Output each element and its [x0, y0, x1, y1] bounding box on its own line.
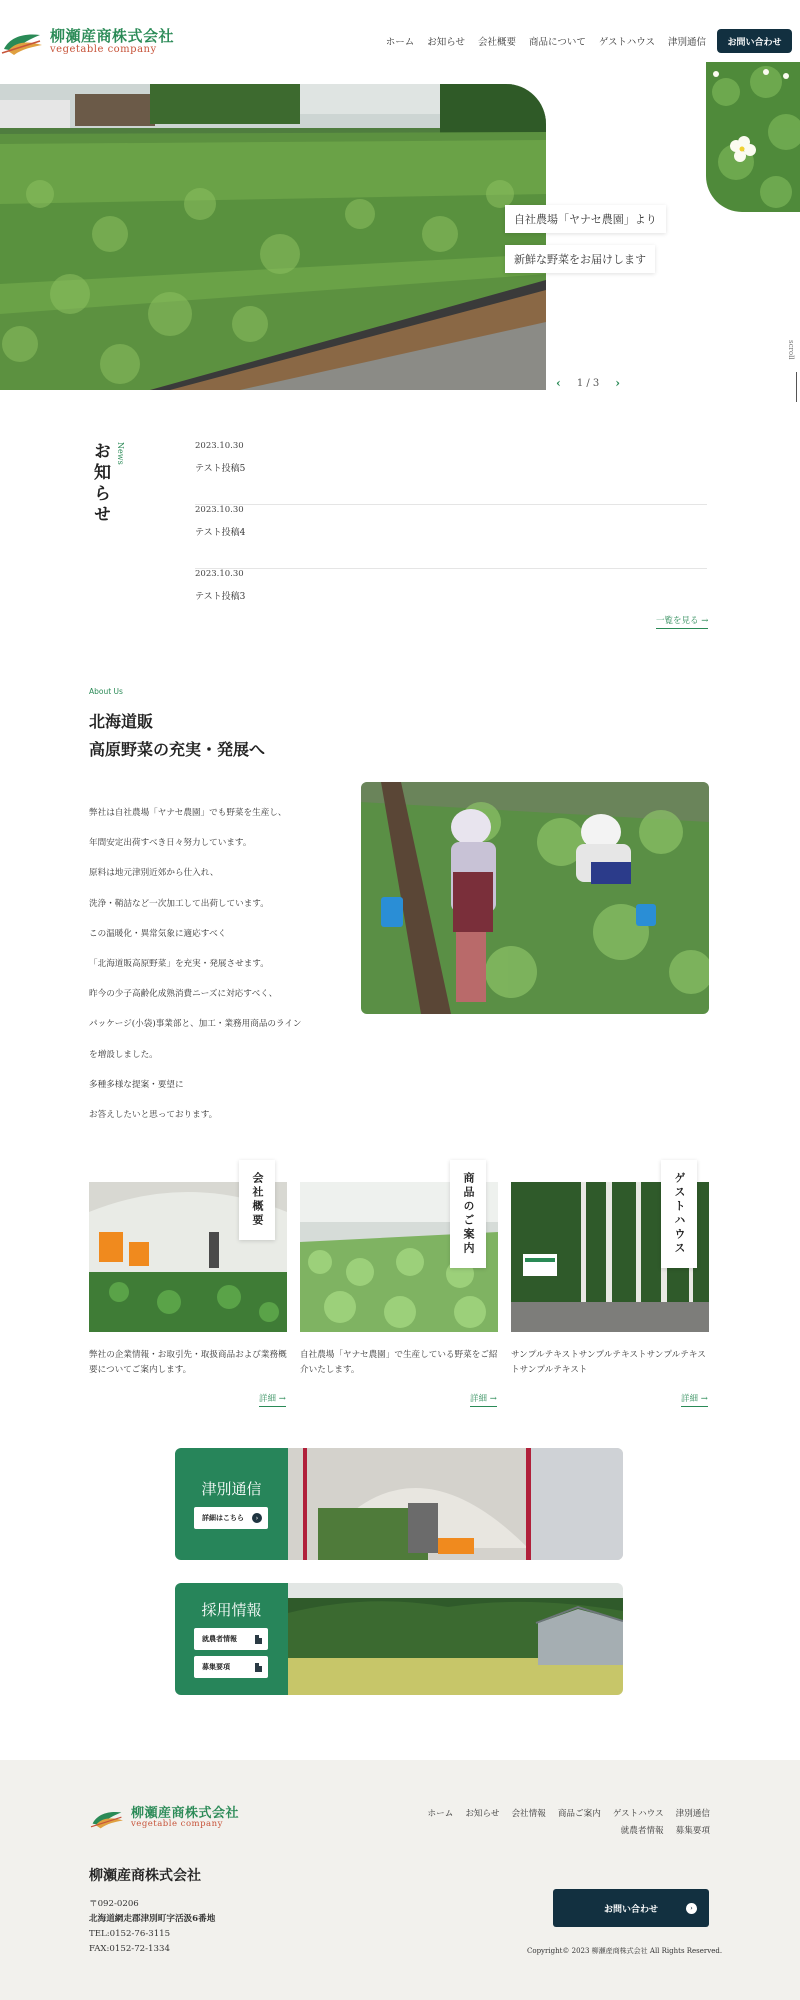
about-line: 年間安定出荷すべき日々努力しています。 [89, 838, 252, 849]
card-guesthouse-tag: ゲストハウス [661, 1160, 697, 1268]
potato-flower-illustration [706, 62, 800, 212]
nav-guesthouse[interactable]: ゲストハウス [598, 37, 655, 48]
nav-home[interactable]: ホーム [385, 37, 415, 48]
greenhouse-interior-illustration [288, 1448, 623, 1560]
about-line: この温暖化・異常気象に適応すべく [89, 928, 227, 939]
card-products-tag: 商品のご案内 [450, 1160, 486, 1268]
about-heading-line1: 北海道販 [89, 712, 154, 731]
hero-side-image [706, 62, 800, 212]
leaf-logo-icon [89, 1806, 125, 1830]
footer-nav-home[interactable]: ホーム [427, 1809, 454, 1819]
hero-field-illustration [0, 84, 546, 390]
footer-street: 北海道網走郡津別町字活汲6番地 [89, 1914, 216, 1925]
tsubetsu-panel [175, 1448, 288, 1560]
news-more-link[interactable]: 一覧を見る → [656, 614, 708, 629]
recruit-requirements-button[interactable] [194, 1656, 268, 1678]
recruit-requirements-label: 募集要項 [202, 1662, 230, 1671]
about-line: 「北海道販高原野菜」を充実・発展させます。 [89, 959, 269, 970]
card-products-more[interactable]: 詳細 → [470, 1392, 497, 1407]
tsubetsu-detail-button[interactable] [194, 1507, 268, 1529]
footer-logo-japanese: 柳瀬産商株式会社 [131, 1805, 240, 1821]
tsubetsu-banner[interactable] [175, 1448, 623, 1560]
nav-company[interactable]: 会社概要 [478, 37, 517, 48]
footer-nav-company[interactable]: 会社情報 [511, 1809, 546, 1819]
prev-arrow-icon[interactable]: ‹ [556, 376, 561, 390]
about-heading [89, 708, 265, 764]
card-guesthouse-more[interactable]: 詳細 → [681, 1392, 708, 1407]
about-heading-line2: 高原野菜の充実・発展へ [89, 740, 266, 759]
card-company-tag: 会社概要 [239, 1160, 275, 1240]
header-contact-button[interactable]: お問い合わせ [717, 29, 792, 53]
news-item[interactable] [195, 441, 707, 505]
card-company-more[interactable]: 詳細 → [259, 1392, 286, 1407]
hero-caption-1: 自社農場「ヤナセ農園」より [505, 205, 666, 233]
news-date: 2023.10.30 [195, 505, 244, 515]
recruit-banner[interactable] [175, 1583, 623, 1695]
hero-pager [556, 376, 620, 390]
hero-caption-2: 新鮮な野菜をお届けします [505, 245, 655, 273]
tsubetsu-detail-label: 詳細はこちら [202, 1513, 244, 1522]
about-line: 原料は地元津別近郊から仕入れ、 [89, 868, 219, 879]
footer-logo[interactable] [89, 1806, 239, 1830]
site-logo[interactable] [0, 22, 190, 62]
about-photo [361, 782, 709, 1014]
news-date: 2023.10.30 [195, 441, 244, 451]
footer-nav-news[interactable]: お知らせ [465, 1809, 500, 1819]
news-item[interactable] [195, 505, 707, 569]
footer-company-name: 柳瀬産商株式会社 [89, 1868, 201, 1884]
card-company-text: 弊社の企業情報・お取引先・取扱商品および業務概要についてご案内します。 [89, 1350, 287, 1376]
logo-english: vegetable company [50, 43, 157, 55]
nav-tsubetsu[interactable]: 津別通信 [667, 37, 706, 48]
document-icon [255, 1663, 262, 1672]
about-line: を増設しました。 [89, 1049, 158, 1060]
main-nav [386, 34, 706, 48]
news-date: 2023.10.30 [195, 569, 244, 579]
footer-logo-english: vegetable company [131, 1819, 223, 1830]
footer-nav-farmer-info[interactable]: 就農者情報 [620, 1825, 664, 1836]
recruit-farmer-info-label: 就農者情報 [202, 1634, 237, 1643]
scroll-indicator-line [796, 372, 797, 402]
footer-nav-guesthouse[interactable]: ゲストハウス [612, 1809, 664, 1819]
footer-address [89, 1897, 215, 1957]
about-text [89, 798, 334, 1130]
footer-copyright: Copyright© 2023 柳瀬産商株式会社 All Rights Reserved. [527, 1947, 723, 1955]
about-line: 弊社は自社農場「ヤナセ農園」でも野菜を生産し、 [89, 808, 287, 818]
arrow-circle-icon: › [252, 1513, 262, 1523]
news-item[interactable] [195, 569, 707, 633]
nav-products[interactable]: 商品について [529, 37, 586, 48]
farm-workers-illustration [361, 782, 709, 1014]
pager-count: 1 / 3 [576, 377, 600, 389]
card-guesthouse-text: サンプルテキストサンプルテキストサンプルテキストサンプルテキスト [511, 1350, 706, 1376]
logo-japanese: 柳瀬産商株式会社 [50, 26, 175, 45]
footer-tel: TEL:0152-76-3115 [89, 1929, 171, 1940]
field-barn-illustration [288, 1583, 623, 1695]
recruit-farmer-info-button[interactable] [194, 1628, 268, 1650]
arrow-circle-icon: › [686, 1903, 697, 1914]
footer-nav-tsubetsu[interactable]: 津別通信 [675, 1809, 710, 1819]
footer-contact-button[interactable] [553, 1889, 709, 1927]
footer-contact-label: お問い合わせ [603, 1904, 658, 1915]
about-line: 昨今の少子高齢化成熟消費ニーズに対応すべく、 [89, 989, 278, 1000]
footer-zip: 〒092-0206 [89, 1899, 139, 1909]
footer-nav-products[interactable]: 商品ご案内 [557, 1809, 601, 1819]
about-line: お答えしたいと思っております。 [89, 1110, 218, 1121]
document-icon [255, 1635, 262, 1644]
tsubetsu-title: 津別通信 [201, 1480, 262, 1498]
footer-nav-requirements[interactable]: 募集要項 [675, 1825, 710, 1836]
recruit-title: 採用情報 [201, 1601, 262, 1619]
scroll-indicator-label: scroll [787, 340, 795, 360]
footer-fax: FAX:0152-72-1334 [89, 1944, 170, 1955]
about-line: 洗浄・鞘詰など一次加工して出荷しています。 [89, 898, 269, 909]
news-section-subtitle: News [116, 442, 125, 465]
news-title[interactable]: テスト投稿3 [195, 592, 246, 602]
recruit-panel [175, 1583, 288, 1695]
leaf-logo-icon [0, 27, 44, 57]
nav-news[interactable]: お知らせ [427, 37, 465, 48]
about-line: 多種多様な提案・要望に [89, 1079, 184, 1090]
about-line: パッケージ(小袋)事業部と、加工・業務用商品のライン [89, 1019, 302, 1030]
hero-slider-image [0, 84, 546, 390]
news-title[interactable]: テスト投稿4 [195, 528, 246, 538]
next-arrow-icon[interactable]: › [615, 376, 621, 390]
footer-nav [380, 1808, 710, 1838]
news-section-title: お知らせ [90, 442, 110, 526]
card-products-text: 自社農場「ヤナセ農園」で生産している野菜をご紹介いたします。 [300, 1350, 498, 1376]
about-label: About Us [89, 687, 123, 696]
news-title[interactable]: テスト投稿5 [195, 464, 246, 474]
